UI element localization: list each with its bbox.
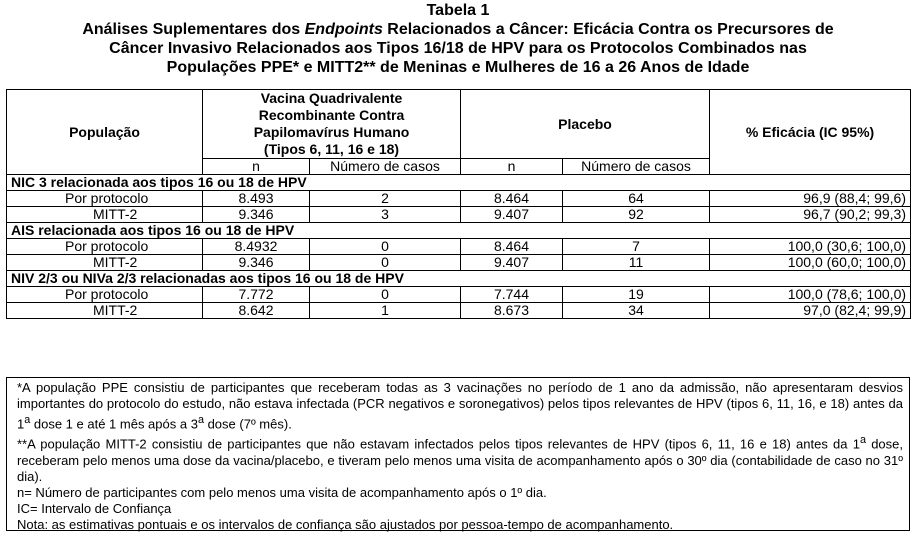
row-vaccine-cases: 0 [310,255,461,271]
section-label: NIC 3 relacionada aos tipos 16 ou 18 de HPV [7,175,911,191]
row-placebo-cases: 92 [563,207,710,223]
footnotes [6,377,910,531]
footnote-ppe-c: dose (7º mês). [203,416,292,432]
row-population: MITT-2 [7,303,203,319]
header-population: População [7,90,203,175]
row-placebo-cases: 34 [563,303,710,319]
row-population: MITT-2 [7,207,203,223]
efficacy-table [6,89,911,319]
row-placebo-cases: 11 [563,255,710,271]
footnote-sup: a [24,414,31,426]
footnote-ppe-a: *A população PPE consistiu de participantes que receberam todas as 3 vacinações no período de 1 ano da admissão, não apresentaram desvios importantes do protocolo do estudo, não estava infectada (PCR negativos e soronegativos) pelos tipos relevantes de HPV (tipos 6, 11, 16, e 18) antes da 1 [17,380,903,432]
header-vaccine-cases: Número de casos [310,159,461,175]
table-row [7,191,911,207]
row-placebo-n: 9.407 [461,255,563,271]
row-vaccine-n: 7.772 [203,287,310,303]
table-row [7,239,911,255]
row-vaccine-cases: 1 [310,303,461,319]
footnote-sup: a [197,414,204,426]
row-vaccine-cases: 0 [310,287,461,303]
row-population: Por protocolo [7,191,203,207]
header-placebo-cases: Número de casos [563,159,710,175]
row-placebo-n: 7.744 [461,287,563,303]
row-placebo-cases: 7 [563,239,710,255]
table-row [7,207,911,223]
row-vaccine-cases: 3 [310,207,461,223]
table-row [7,303,911,319]
footnote-mitt-a: **A população MITT-2 consistiu de participantes que não estavam infectados pelos tipos relevantes de HPV (tipos 6, 11, 16 e 18) antes da 1 [17,436,860,452]
table-caption-line1 [0,20,916,39]
footnote-note: Nota: as estimativas pontuais e os intervalos de confiança são ajustados por pessoa-tempo de acompanhamento. [17,516,674,532]
section-label: NIV 2/3 ou NIVa 2/3 relacionadas aos tipos 16 ou 18 de HPV [7,271,911,287]
row-vaccine-n: 8.493 [203,191,310,207]
header-vaccine [203,90,461,159]
header-vaccine-l2: Recombinante Contra [258,107,405,123]
row-efficacy: 96,7 (90,2; 99,3) [710,207,911,223]
footnote-sup: a [859,434,866,447]
row-vaccine-n: 9.346 [203,207,310,223]
row-efficacy: 96,9 (88,4; 99,6) [710,191,911,207]
caption-post: Relacionados a Câncer: Eficácia Contra os Precursores de [382,21,834,38]
row-placebo-n: 8.464 [461,191,563,207]
row-vaccine-n: 9.346 [203,255,310,271]
footnote-n-definition: n= Número de participantes com pelo menos uma visita de acompanhamento após o 1º dia. [17,484,547,500]
footnote-ic-definition: IC= Intervalo de Confiança [17,500,172,516]
footnote-mitt [17,432,903,484]
table-caption-line2: Câncer Invasivo Relacionados aos Tipos 16/18 de HPV para os Protocolos Combinados nas [109,40,807,57]
table-caption-line3: Populações PPE* e MITT2** de Meninas e Mulheres de 16 a 26 Anos de Idade [166,59,750,76]
row-vaccine-cases: 2 [310,191,461,207]
row-population: Por protocolo [7,287,203,303]
footnote-ppe [17,380,903,432]
row-placebo-n: 9.407 [461,207,563,223]
table-row [7,287,911,303]
header-placebo: Placebo [461,90,710,159]
row-efficacy: 100,0 (78,6; 100,0) [710,287,911,303]
table-number: Tabela 1 [426,2,490,19]
header-placebo-n: n [461,159,563,175]
row-population: Por protocolo [7,239,203,255]
table-row [7,255,911,271]
row-efficacy: 100,0 (30,6; 100,0) [710,239,911,255]
footnote-ppe-b: dose 1 e até 1 mês após a 3 [30,416,198,432]
row-population: MITT-2 [7,255,203,271]
row-efficacy: 97,0 (82,4; 99,9) [710,303,911,319]
caption-pre: Análises Suplementares dos [82,21,305,38]
header-vaccine-l4: (Tipos 6, 11, 16 e 18) [263,141,400,157]
row-placebo-cases: 64 [563,191,710,207]
footnote-mitt-b: dose, receberam pelo menos uma dose da vacina/placebo, e tiveram pelo menos uma visita de acompanhamento após o 30º dia (contabilidade de caso no 31º dia). [17,436,903,484]
caption-emphasis: Endpoints [304,21,383,38]
row-vaccine-n: 8.4932 [203,239,310,255]
header-vaccine-l1: Vacina Quadrivalente [260,90,403,106]
header-vaccine-l3: Papilomavírus Humano [253,124,410,140]
header-efficacy: % Eficácia (IC 95%) [710,90,911,175]
row-placebo-n: 8.673 [461,303,563,319]
row-placebo-cases: 19 [563,287,710,303]
row-efficacy: 100,0 (60,0; 100,0) [710,255,911,271]
row-vaccine-cases: 0 [310,239,461,255]
section-label: AIS relacionada aos tipos 16 ou 18 de HPV [7,223,911,239]
row-vaccine-n: 8.642 [203,303,310,319]
row-placebo-n: 8.464 [461,239,563,255]
header-vaccine-n: n [203,159,310,175]
table-title-block [0,2,916,77]
